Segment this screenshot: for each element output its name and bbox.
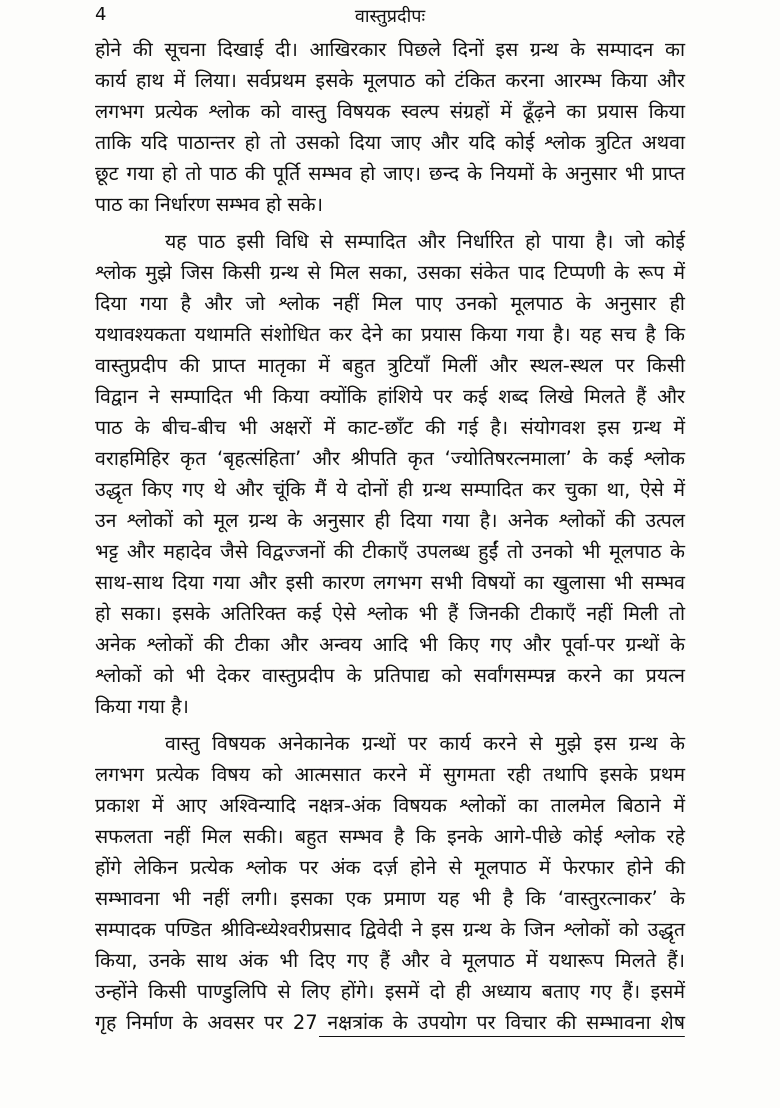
- text-line: वराहमिहिर कृत ‘बृहत्संहिता’ और श्रीपति कृत ‘ज्योतिषरत्नमाला’ के कई श्लोक: [95, 447, 685, 470]
- text-line: सफलता नहीं मिल सकी। बहुत सम्भव है कि इनके आगे-पीछे कोई श्लोक रहे: [95, 825, 685, 848]
- text-line: प्रकाश में आए अश्विन्यादि नक्षत्र-अंक विषयक श्लोकों का तालमेल बिठाने में: [95, 794, 685, 817]
- page-body: [95, 34, 685, 1044]
- text-line: उद्धृत किए गए थे और चूंकि मैं ये दोनों ही ग्रन्थ सम्पादित कर चुका था, ऐसे में: [95, 478, 685, 501]
- text-line: हो सका। इसके अतिरिक्त कई ऐसे श्लोक भी हैं जिनकी टीकाएँ नहीं मिली तो: [95, 602, 685, 625]
- text-line: विद्वान ने सम्पादित भी किया क्योंकि हांशिये पर कई शब्द लिखे मिलते हैं और: [95, 385, 685, 408]
- text-line: ताकि यदि पाठान्तर हो तो उसको दिया जाए और यदि कोई श्लोक त्रुटित अथवा: [95, 131, 685, 154]
- text-line: सम्पादक पण्डित श्रीविन्ध्येश्वरीप्रसाद द्विवेदी ने इस ग्रन्थ के जिन श्लोकों को उद्धृत: [95, 918, 685, 941]
- text-line: श्लोकों को भी देकर वास्तुप्रदीप के प्रतिपाद्य को सर्वांगसम्पन्न करने का प्रयत्न: [95, 664, 685, 687]
- paragraph: [95, 34, 685, 220]
- text-line: किया, उनके साथ अंक भी दिए गए हैं और वे मूलपाठ में यथारूप मिलते हैं।: [95, 949, 685, 972]
- text-line: पाठ के बीच-बीच भी अक्षरों में काट-छाँट की गई है। संयोगवश इस ग्रन्थ में: [95, 416, 685, 439]
- text-line: वास्तुप्रदीप की प्राप्त मातृका में बहुत त्रुटियाँ मिलीं और स्थल-स्थल पर किसी: [95, 354, 685, 377]
- page-header: [95, 4, 685, 30]
- text-line: सम्भावना भी नहीं लगी। इसका एक प्रमाण यह भी है कि ‘वास्तुरत्नाकर’ के: [95, 887, 685, 910]
- running-title: वास्तुप्रदीपः: [354, 6, 426, 27]
- text-line: यथावश्यकता यथामति संशोधित कर देने का प्रयास किया गया है। यह सच है कि: [95, 323, 685, 346]
- text-line: उन्होंने किसी पाण्डुलिपि से लिए होंगे। इसमें दो ही अध्याय बताए गए हैं। इसमें: [95, 980, 685, 1003]
- text-line: वास्तु विषयक अनेकानेक ग्रन्थों पर कार्य करने से मुझे इस ग्रन्थ के: [165, 732, 685, 755]
- text-line: लगभग प्रत्येक विषय को आत्मसात करने में सुगमता रही तथापि इसके प्रथम: [95, 763, 685, 786]
- text-line: लगभग प्रत्येक श्लोक को वास्तु विषयक स्वल्प संग्रहों में ढूँढ़ने का प्रयास किया: [95, 100, 685, 123]
- paragraph: [95, 728, 685, 1038]
- text-line: किया गया है।: [95, 695, 189, 718]
- text-line: पाठ का निर्धारण सम्भव हो सके।: [95, 193, 324, 216]
- text-line: होने की सूचना दिखाई दी। आखिरकार पिछले दिनों इस ग्रन्थ के सम्पादन का: [95, 38, 685, 61]
- text-line: साथ-साथ दिया गया और इसी कारण लगभग सभी विषयों का खुलासा भी सम्भव: [95, 571, 685, 594]
- text-line: उन श्लोकों को मूल ग्रन्थ के अनुसार ही दिया गया है। अनेक श्लोकों की उत्पल: [95, 509, 685, 532]
- text-line: दिया गया है और जो श्लोक नहीं मिल पाए उनको मूलपाठ के अनुसार ही: [95, 292, 685, 315]
- text-line: यह पाठ इसी विधि से सम्पादित और निर्धारित हो पाया है। जो कोई: [165, 230, 685, 253]
- text-line: छूट गया हो तो पाठ की पूर्ति सम्भव हो जाए। छन्द के नियमों के अनुसार भी प्राप्त: [95, 162, 685, 185]
- text-line: भट्ट और महादेव जैसे विद्वज्जनों की टीकाएँ उपलब्ध हुईं तो उनको भी मूलपाठ के: [95, 540, 685, 563]
- paragraph: [95, 226, 685, 722]
- text-line: होंगे लेकिन प्रत्येक श्लोक पर अंक दर्ज़ होने से मूलपाठ में फेरफार होने की: [95, 856, 685, 879]
- text-line: कार्य हाथ में लिया। सर्वप्रथम इसके मूलपाठ को टंकित करना आरम्भ किया और: [95, 69, 685, 92]
- text-line: श्लोक मुझे जिस किसी ग्रन्थ से मिल सका, उसका संकेत पाद टिप्पणी के रूप में: [95, 261, 685, 284]
- page-number: 4: [95, 4, 107, 25]
- text-line: गृह निर्माण के अवसर पर 27 नक्षत्रांक के उपयोग पर विचार की सम्भावना शेष: [95, 1007, 685, 1038]
- text-line: अनेक श्लोकों की टीका और अन्वय आदि भी किए गए और पूर्वा-पर ग्रन्थों के: [95, 633, 685, 656]
